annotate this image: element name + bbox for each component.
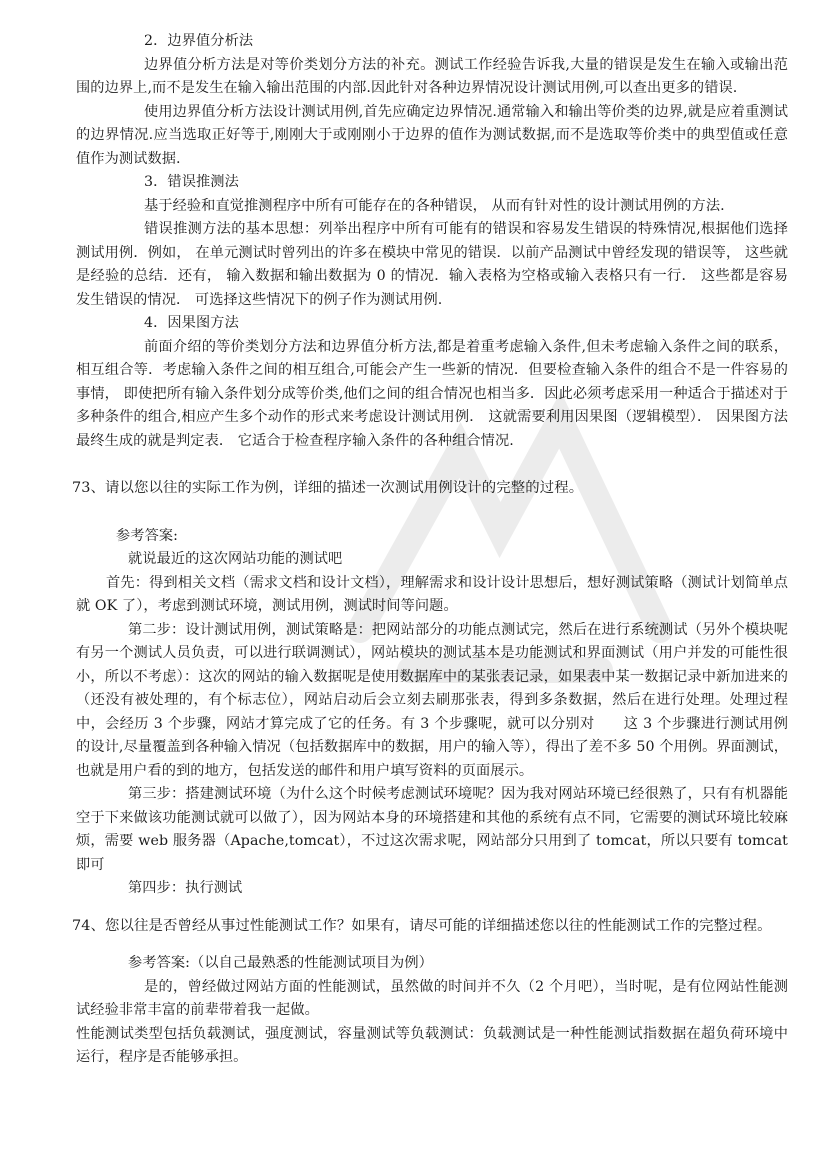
paragraph: 使用边界值分析方法设计测试用例,首先应确定边界情况.通常输入和输出等价类的边界,就是应着重测试的边界情况.应当选取正好等于,刚刚大于或刚刚小于边界的值作为测试数据,而不是选取等价类中的典型值或任意值作为测试数据. bbox=[76, 103, 788, 167]
paragraph: 性能测试类型包括负载测试，强度测试，容量测试等负载测试：负载测试是一种性能测试指数据在超负荷环境中运行，程序是否能够承担。 bbox=[76, 1025, 788, 1065]
paragraph: 是的，曾经做过网站方面的性能测试，虽然做的时间并不久（2 个月吧），当时呢，是有位网站性能测试经验非常丰富的前辈带着我一起做。 bbox=[76, 978, 788, 1018]
paragraph: 错误推测方法的基本思想：列举出程序中所有可能有的错误和容易发生错误的特殊情况,根据他们选择测试用例．例如， 在单元测试时曾列出的许多在模块中常见的错误．以前产品测试中曾经发现的错误等， 这些就是经验的总结．还有， 输入数据和输出数据为 0 的情况．输入表格为空格或输入表格只有一行． 这些都是容易发生错误的情况． 可选择这些情况下的例子作为测试用例. bbox=[76, 221, 788, 308]
paragraph: 就说最近的这次网站功能的测试吧 bbox=[128, 551, 343, 567]
paragraph: 边界值分析方法是对等价类划分方法的补充。测试工作经验告诉我,大量的错误是发生在输入或输出范围的边界上,而不是发生在输入输出范围的内部.因此针对各种边界情况设计测试用例,可以查出更多的错误. bbox=[76, 56, 788, 96]
paragraph: 前面介绍的等价类划分方法和边界值分析方法,都是着重考虑输入条件,但未考虑输入条件之间的联系， 相互组合等．考虑输入条件之间的相互组合,可能会产生一些新的情况．但要检查输入条件的组合不是一件容易的事情， 即使把所有输入条件划分成等价类,他们之间的组合情况也相当多．因此必须考虑采用一种适合于描述对于多种条件的组合,相应产生多个动作的形式来考虑设计测试用例． 这就需要利用因果图（逻辑模型）． 因果图方法最终生成的就是判定表． 它适合于检查程序输入条件的各种组合情况. bbox=[76, 338, 788, 449]
section-heading-error-guessing: 3．错误推测法 bbox=[144, 174, 239, 190]
question-73: 73、请以您以往的实际工作为例，详细的描述一次测试用例设计的完整的过程。 bbox=[72, 480, 584, 496]
paragraph: 第四步：执行测试 bbox=[128, 880, 243, 896]
question-74: 74、您以往是否曾经从事过性能测试工作？如果有，请尽可能的详细描述您以往的性能测试工作的完整过程。 bbox=[72, 917, 772, 934]
answer-label: 参考答案:（以自己最熟悉的性能测试项目为例） bbox=[128, 955, 433, 971]
paragraph: 第三步：搭建测试环境（为什么这个时候考虑测试环境呢？因为我对网站环境已经很熟了，只有有机器能空于下来做该功能测试就可以做了），因为网站本身的环境搭建和其他的系统有点不同，它需要的测试环境比较麻烦，需要 web 服务器（Apache,tomcat），不过这次需求呢，网站部分只用到了 tomcat，所以只要有 tomcat 即可 bbox=[76, 786, 788, 873]
section-heading-boundary-value: 2．边界值分析法 bbox=[144, 33, 254, 49]
document-body bbox=[72, 30, 788, 1070]
paragraph: 首先：得到相关文档（需求文档和设计文档），理解需求和设计设计思想后，想好测试策略（测试计划简单点就 OK 了），考虑到测试环境，测试用例，测试时间等问题。 bbox=[76, 574, 788, 614]
paragraph: 基于经验和直觉推测程序中所有可能存在的各种错误， 从而有针对性的设计测试用例的方法. bbox=[144, 197, 725, 214]
answer-label: 参考答案: bbox=[116, 527, 179, 544]
section-heading-cause-effect: 4．因果图方法 bbox=[144, 315, 239, 331]
paragraph: 第二步：设计测试用例，测试策略是：把网站部分的功能点测试完，然后在进行系统测试（另外个模块呢有另一个测试人员负责，可以进行联调测试），网站模块的测试基本是功能测试和界面测试（用户并发的可能性很小，所以不考虑）：这次的网站的输入数据呢是使用数据库中的某张表记录，如果表中某一数据记录中新加进来的（还没有被处理的，有个标志位），网站启动后会立刻去刷那张表，得到多条数据，然后在进行处理。处理过程中，会经历 3 个步骤，网站才算完成了它的任务。有 3 个步骤呢，就可以分别对 这 3 个步骤进行测试用例的设计,尽量覆盖到各种输入情况（包括数据库中的数据，用户的输入等），得出了差不多 50 个用例。界面测试，也就是用户看的到的地方，包括发送的邮件和用户填写资料的页面展示。 bbox=[76, 621, 788, 779]
